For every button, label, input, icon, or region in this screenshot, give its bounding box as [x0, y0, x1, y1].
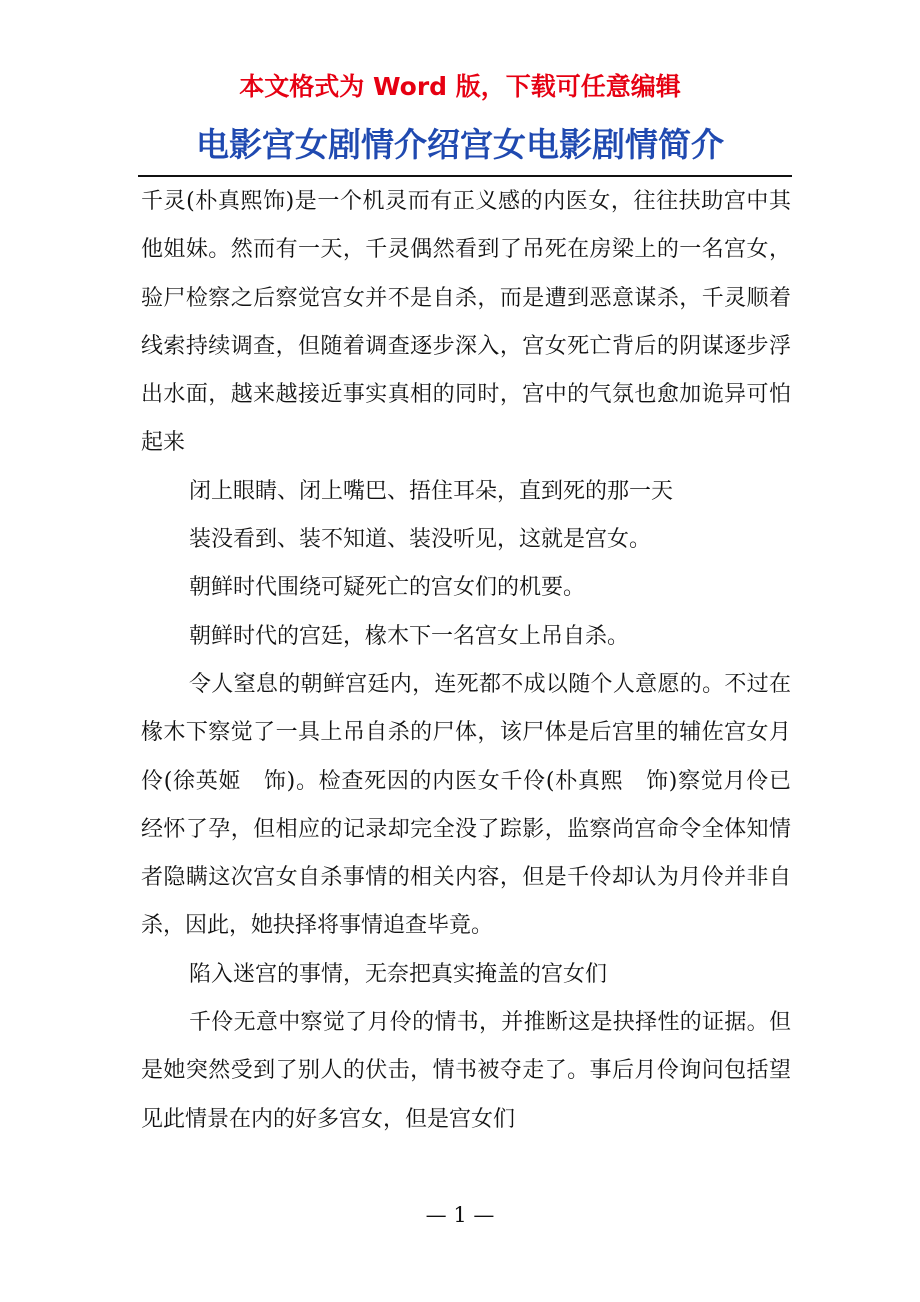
paragraph-tagline-2: 装没看到、装不知道、装没听见，这就是宫女。: [189, 527, 652, 553]
paragraph-tagline-1: 闭上眼睛、闭上嘴巴、捂住耳朵，直到死的那一天: [189, 478, 674, 504]
paragraph-synopsis: 千灵(朴真熙饰)是一个机灵而有正义感的内医女，往往扶助宫中其他姐妹。然而有一天，千灵偶然看到了吊死在房梁上的一名宫女，验尸检察之后察觉宫女并不是自杀，而是遭到恶意谋杀，千灵顺着线索持续调查，但随着调查逐步深入，宫女死亡背后的阴谋逐步浮出水面，越来越接近事实真相的同时，宫中的气氛也愈加诡异可怕起来: [141, 189, 791, 456]
document-title: 电影宫女剧情介绍宫女电影剧情简介: [196, 125, 724, 164]
paragraph-plot-intro: 朝鲜时代的宫廷，椽木下一名宫女上吊自杀。: [189, 623, 630, 649]
paragraph-tagline-3: 朝鲜时代围绕可疑死亡的宫女们的机要。: [189, 575, 586, 601]
paragraph-section-heading: 陷入迷宫的事情，无奈把真实掩盖的宫女们: [189, 961, 608, 987]
document-body: [141, 178, 791, 1144]
title-divider: [138, 175, 792, 177]
paragraph-plot-continued: 千伶无意中察觉了月伶的情书，并推断这是抉择性的证据。但是她突然受到了别人的伏击，情书被夺走了。事后月伶询问包括望见此情景在内的好多宫女，但是宫女们: [141, 1010, 791, 1132]
page-number: — 1 —: [425, 1203, 495, 1227]
paragraph-plot-details: 令人窒息的朝鲜宫廷内，连死都不成以随个人意愿的。不过在椽木下察觉了一具上吊自杀的尸体，该尸体是后宫里的辅佐宫女月伶(徐英姬 饰)。检查死因的内医女千伶(朴真熙 饰)察觉月伶已经怀了孕，但相应的记录却完全没了踪影，监察尚宫命令全体知情者隐瞒这次宫女自杀事情的相关内容，但是千伶却认为月伶并非自杀，因此，她抉择将事情追查毕竟。: [141, 671, 791, 939]
format-note: 本文格式为 Word 版，下载可任意编辑: [239, 72, 681, 101]
